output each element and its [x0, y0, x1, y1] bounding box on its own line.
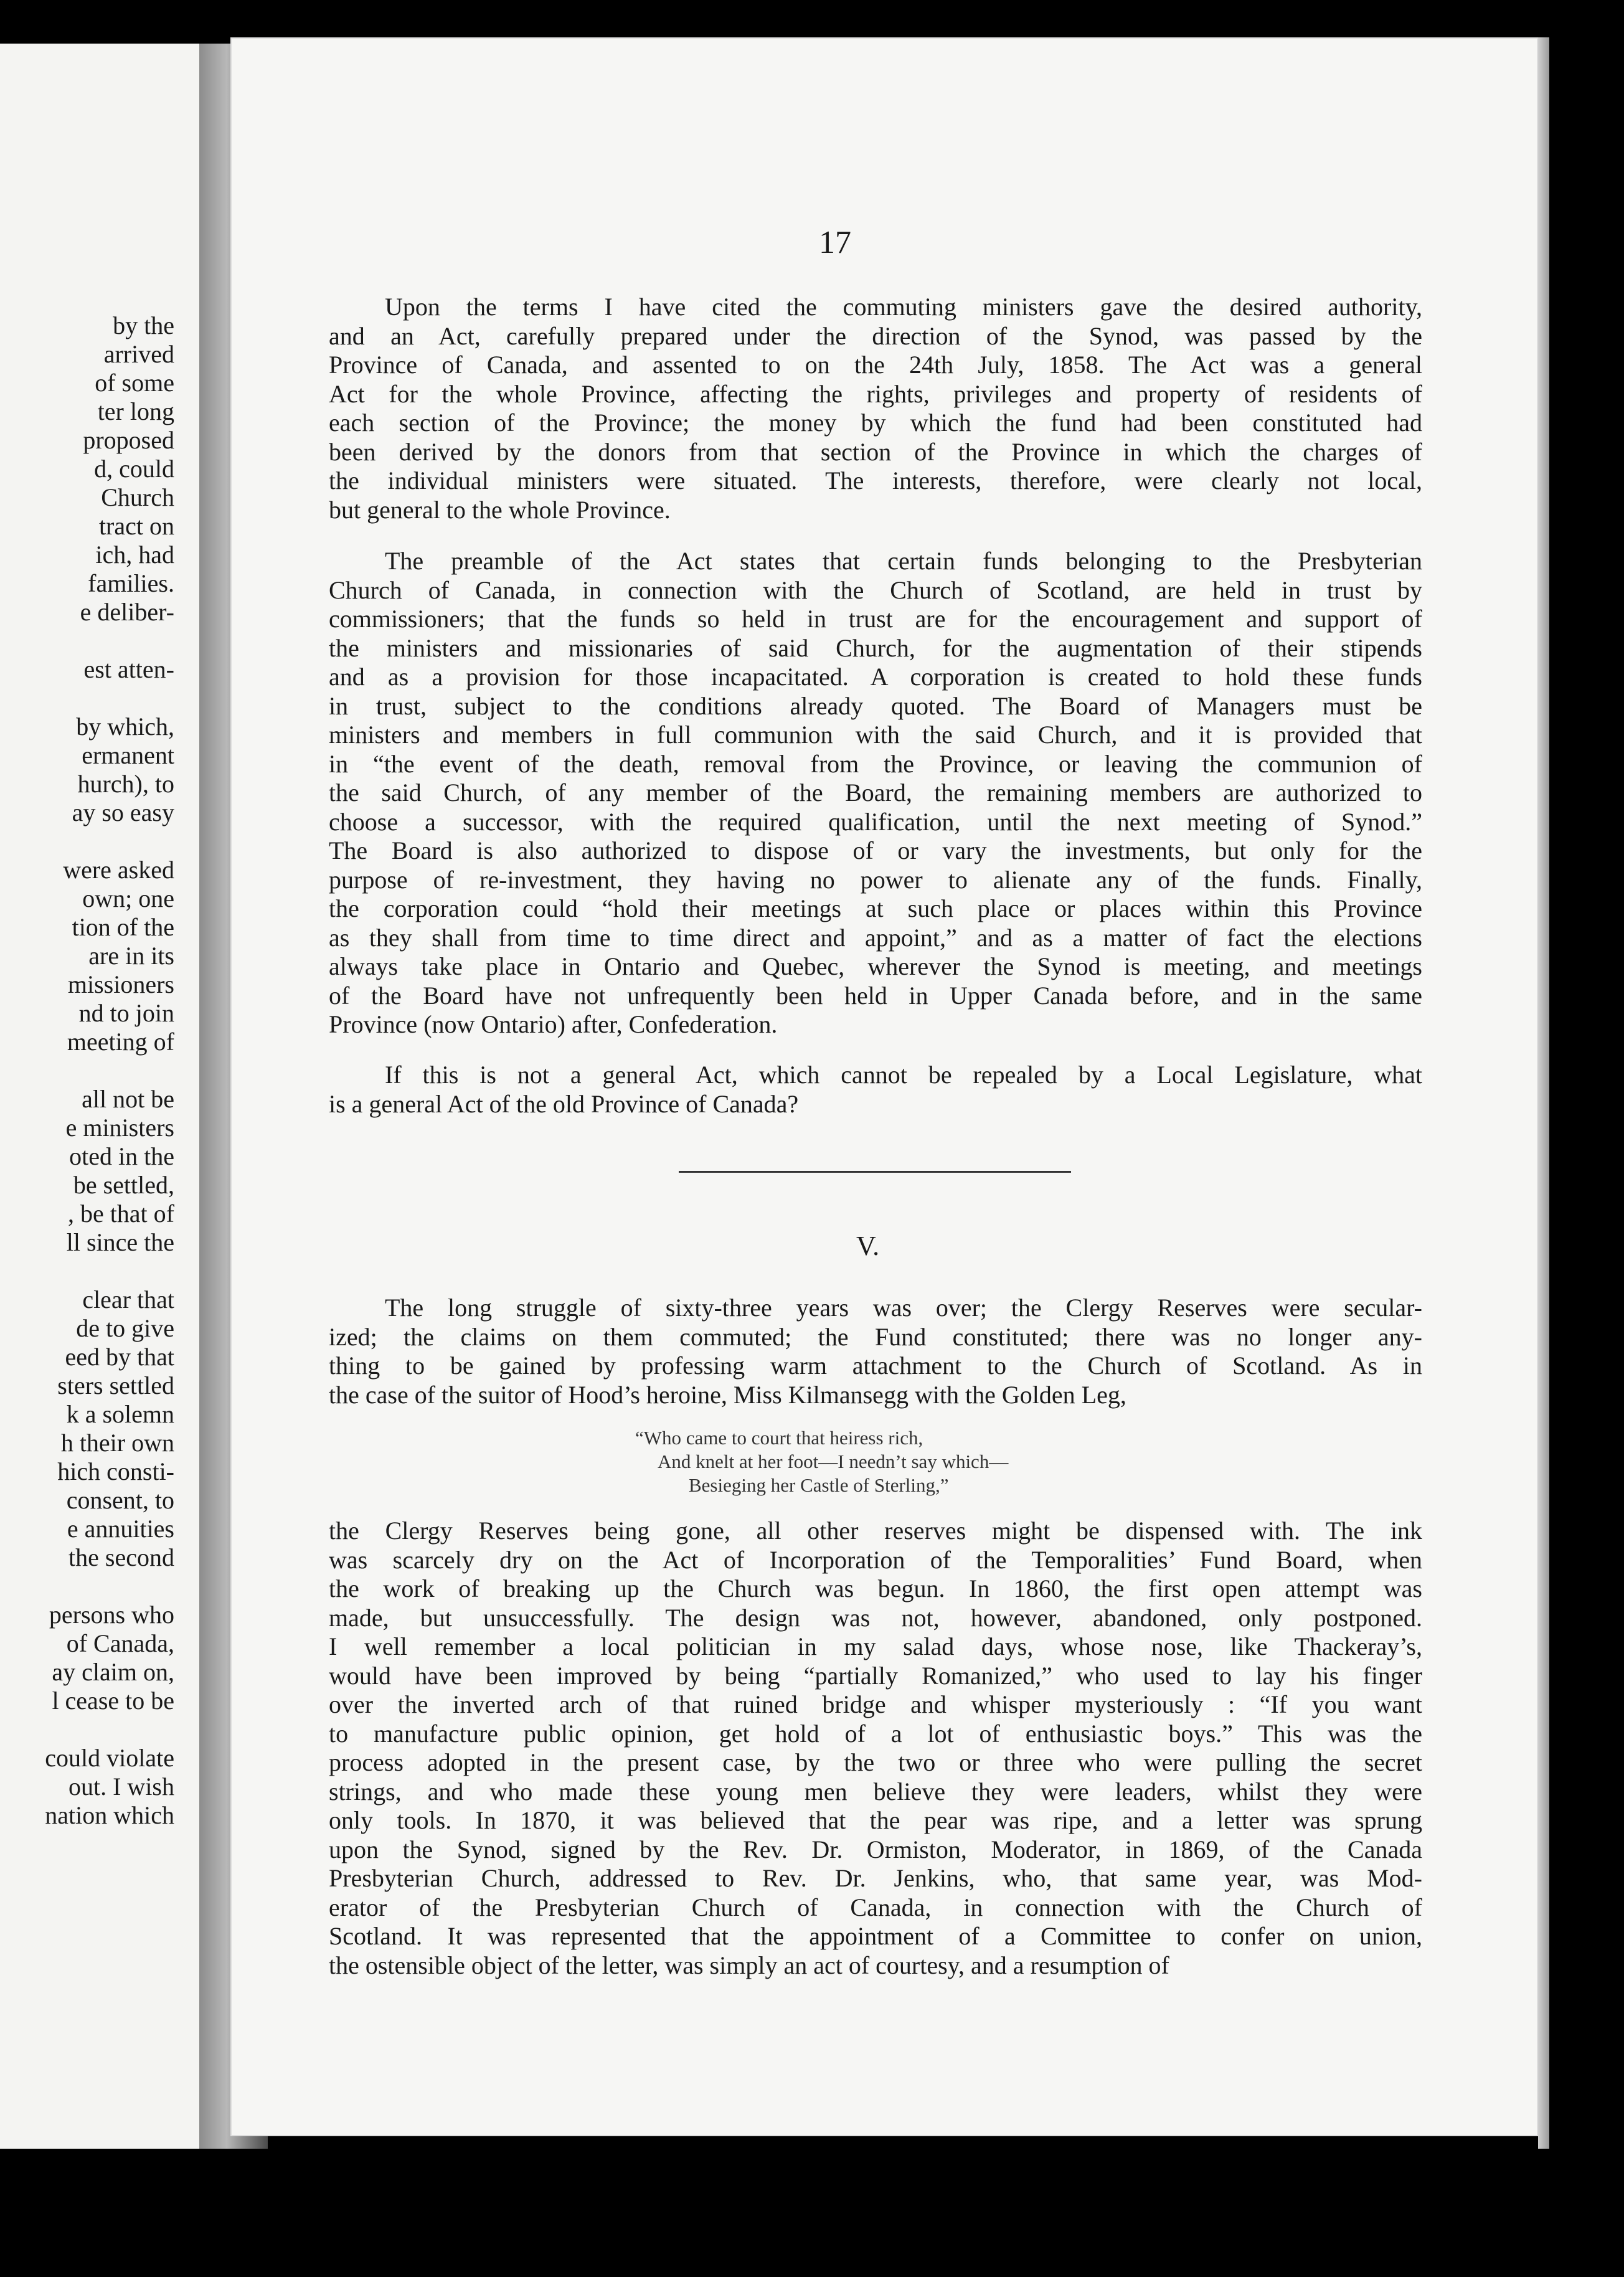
- text-line: the work of breaking up the Church was begun. In 1860, the first open attempt was: [329, 1574, 1422, 1602]
- left-page-line: nation which: [45, 1801, 174, 1829]
- text-line: thing to be gained by professing warm attachment to the Church of Scotland. As in: [329, 1352, 1422, 1380]
- left-page-line: missioners: [67, 970, 174, 998]
- left-page-line: e ministers: [65, 1114, 174, 1142]
- text-line: the said Church, of any member of the Board, the remaining members are authorized to: [329, 779, 1422, 807]
- text-line: purpose of re-investment, they having no power to alienate any of the funds. Finally,: [329, 865, 1422, 894]
- text-line: is a general Act of the old Province of Canada?: [329, 1089, 799, 1118]
- paragraph-2: [329, 547, 1422, 1039]
- text-line: always take place in Ontario and Quebec, wherever the Synod is meeting, and meetings: [329, 952, 1422, 980]
- text-line: If this is not a general Act, which cannot be repealed by a Local Legislature, what: [385, 1061, 1422, 1089]
- text-line: Church of Canada, in connection with the Church of Scotland, are held in trust by: [329, 575, 1422, 604]
- text-line: The preamble of the Act states that certain funds belonging to the Presbyterian: [385, 547, 1422, 575]
- text-line: as they shall from time to time direct and appoint,” and as a matter of fact the elections: [329, 923, 1422, 952]
- left-page-line: families.: [88, 569, 174, 597]
- text-line: The Board is also authorized to dispose of or vary the investments, but only for the: [329, 836, 1422, 864]
- text-line: the Clergy Reserves being gone, all other reserves might be dispensed with. The ink: [329, 1517, 1422, 1545]
- left-page-line: the second: [68, 1543, 174, 1571]
- left-page-line: were asked: [63, 856, 174, 884]
- left-page-line: clear that: [82, 1285, 174, 1314]
- text-line: over the inverted arch of that ruined bridge and whisper mysteriously : “If you want: [329, 1690, 1422, 1718]
- left-page-line: all not be: [82, 1085, 174, 1113]
- text-line: Province of Canada, and assented to on the 24th July, 1858. The Act was a general: [329, 351, 1422, 379]
- text-line: choose a successor, with the required qualification, until the next meeting of Synod.”: [329, 807, 1422, 836]
- text-line: Upon the terms I have cited the commuting ministers gave the desired authority,: [385, 293, 1422, 321]
- page-number: 17: [819, 225, 851, 260]
- left-page-line: arrived: [103, 340, 174, 368]
- text-line: upon the Synod, signed by the Rev. Dr. Ormiston, Moderator, in 1869, of the Canada: [329, 1835, 1422, 1863]
- left-page-line: e annuities: [67, 1515, 174, 1543]
- left-page-line: , be that of: [67, 1200, 174, 1228]
- text-line: the corporation could “hold their meetings at such place or places within this Province: [329, 894, 1422, 922]
- left-page-line: nd to join: [78, 999, 174, 1027]
- text-line: the individual ministers were situated. The interests, therefore, were clearly not local,: [329, 466, 1422, 495]
- paragraph-4: [329, 1294, 1422, 1409]
- text-line: commissioners; that the funds so held in trust are for the encouragement and support of: [329, 605, 1422, 633]
- text-line: would have been improved by being “partially Romanized,” who used to lay his finger: [329, 1661, 1422, 1690]
- left-page-line: oted in the: [69, 1142, 174, 1170]
- text-line: erator of the Presbyterian Church of Canada, in connection with the Church of: [329, 1893, 1422, 1921]
- left-page-line: de to give: [76, 1314, 174, 1342]
- left-page-line: est atten-: [83, 655, 174, 683]
- left-page-line: ay claim on,: [52, 1658, 174, 1686]
- left-facing-page: [0, 44, 199, 2149]
- left-page-line: k a solemn: [66, 1400, 174, 1428]
- text-line: the ministers and missionaries of said Church, for the augmentation of their stipends: [329, 633, 1422, 662]
- poem-quote: [635, 1426, 1196, 1497]
- left-page-line: of some: [95, 369, 174, 397]
- left-page-line: are in its: [88, 942, 174, 970]
- text-line: ized; the claims on them commuted; the Fund constituted; there was no longer any-: [329, 1322, 1422, 1351]
- text-line: each section of the Province; the money by which the fund had been constituted had: [329, 409, 1422, 437]
- text-line: made, but unsuccessfully. The design was not, however, abandoned, only postponed.: [329, 1603, 1422, 1632]
- text-line: in trust, subject to the conditions already quoted. The Board of Managers must be: [329, 691, 1422, 720]
- text-line: process adopted in the present case, by the two or three who were pulling the secret: [329, 1748, 1422, 1776]
- left-page-line: ich, had: [95, 541, 174, 569]
- text-line: and as a provision for those incapacitated. A corporation is created to hold these funds: [329, 663, 1422, 691]
- left-page-line: consent, to: [66, 1486, 174, 1514]
- left-page-line: by the: [113, 311, 174, 339]
- text-line: ministers and members in full communion with the said Church, and it is provided that: [329, 721, 1422, 749]
- paragraph-1: [329, 293, 1422, 524]
- left-page-line: out. I wish: [68, 1773, 174, 1801]
- left-page-line: persons who: [49, 1601, 174, 1629]
- paragraph-3: [329, 1061, 1422, 1119]
- text-line: Province (now Ontario) after, Confederation.: [329, 1010, 778, 1038]
- paragraph-5: [329, 1517, 1422, 1980]
- text-line: to manufacture public opinion, get hold of a lot of enthusiastic boys.” This was the: [329, 1719, 1422, 1748]
- text-line: the case of the suitor of Hood’s heroine, Miss Kilmansegg with the Golden Leg,: [329, 1380, 1126, 1409]
- text-line: Act for the whole Province, affecting the rights, privileges and property of residents of: [329, 379, 1422, 408]
- left-page-line: l cease to be: [52, 1687, 174, 1715]
- text-line: the ostensible object of the letter, was simply an act of courtesy, and a resumption of: [329, 1951, 1169, 1979]
- text-line: Scotland. It was represented that the appointment of a Committee to confer on union,: [329, 1922, 1422, 1950]
- text-line: and an Act, carefully prepared under the direction of the Synod, was passed by the: [329, 321, 1422, 350]
- left-page-line: ter long: [97, 397, 174, 425]
- left-page-line: tract on: [98, 512, 174, 540]
- left-page-line: eed by that: [65, 1343, 174, 1371]
- poem-line: Besieging her Castle of Sterling,”: [689, 1474, 949, 1496]
- text-line: in “the event of the death, removal from the Province, or leaving the communion of: [329, 749, 1422, 778]
- poem-line: And knelt at her foot—I needn’t say which—: [658, 1451, 1009, 1472]
- text-line: only tools. In 1870, it was believed that the pear was ripe, and a letter was sprung: [329, 1806, 1422, 1834]
- left-page-line: h their own: [60, 1429, 174, 1457]
- poem-line: “Who came to court that heiress rich,: [635, 1427, 923, 1449]
- left-page-line: proposed: [83, 426, 174, 454]
- text-line: strings, and who made these young men believe they were leaders, whilst they were: [329, 1777, 1422, 1806]
- left-page-line: own; one: [82, 884, 174, 912]
- section-heading: V.: [856, 1231, 880, 1261]
- left-page-line: by which,: [76, 712, 174, 741]
- left-page-line: ay so easy: [72, 798, 174, 826]
- left-page-line: d, could: [94, 455, 174, 483]
- text-line: The long struggle of sixty-three years was over; the Clergy Reserves were secular-: [385, 1294, 1422, 1322]
- left-page-line: ll since the: [66, 1228, 174, 1256]
- left-page-line: Church: [101, 483, 174, 511]
- left-page-line: ermanent: [82, 741, 174, 769]
- text-line: but general to the whole Province.: [329, 495, 671, 524]
- left-page-line: could violate: [45, 1744, 174, 1772]
- text-line: was scarcely dry on the Act of Incorporation of the Temporalities’ Fund Board, when: [329, 1545, 1422, 1574]
- left-page-line: e deliber-: [80, 598, 174, 626]
- text-line: been derived by the donors from that section of the Province in which the charges of: [329, 437, 1422, 466]
- text-line: Presbyterian Church, addressed to Rev. Dr. Jenkins, who, that same year, was Mod-: [329, 1864, 1422, 1892]
- left-page-line: tion of the: [72, 913, 174, 941]
- text-line: I well remember a local politician in my salad days, whose nose, like Thackeray’s,: [329, 1632, 1422, 1660]
- section-divider: [679, 1171, 1071, 1173]
- text-line: of the Board have not unfrequently been held in Upper Canada before, and in the same: [329, 981, 1422, 1010]
- left-page-line: meeting of: [67, 1028, 174, 1056]
- left-page-line: hurch), to: [77, 770, 174, 798]
- left-page-line: sters settled: [57, 1371, 174, 1399]
- page-edge: [1538, 37, 1549, 2149]
- left-page-line: of Canada,: [66, 1629, 174, 1657]
- left-page-line: be settled,: [73, 1171, 174, 1199]
- left-page-line: hich consti-: [57, 1457, 174, 1485]
